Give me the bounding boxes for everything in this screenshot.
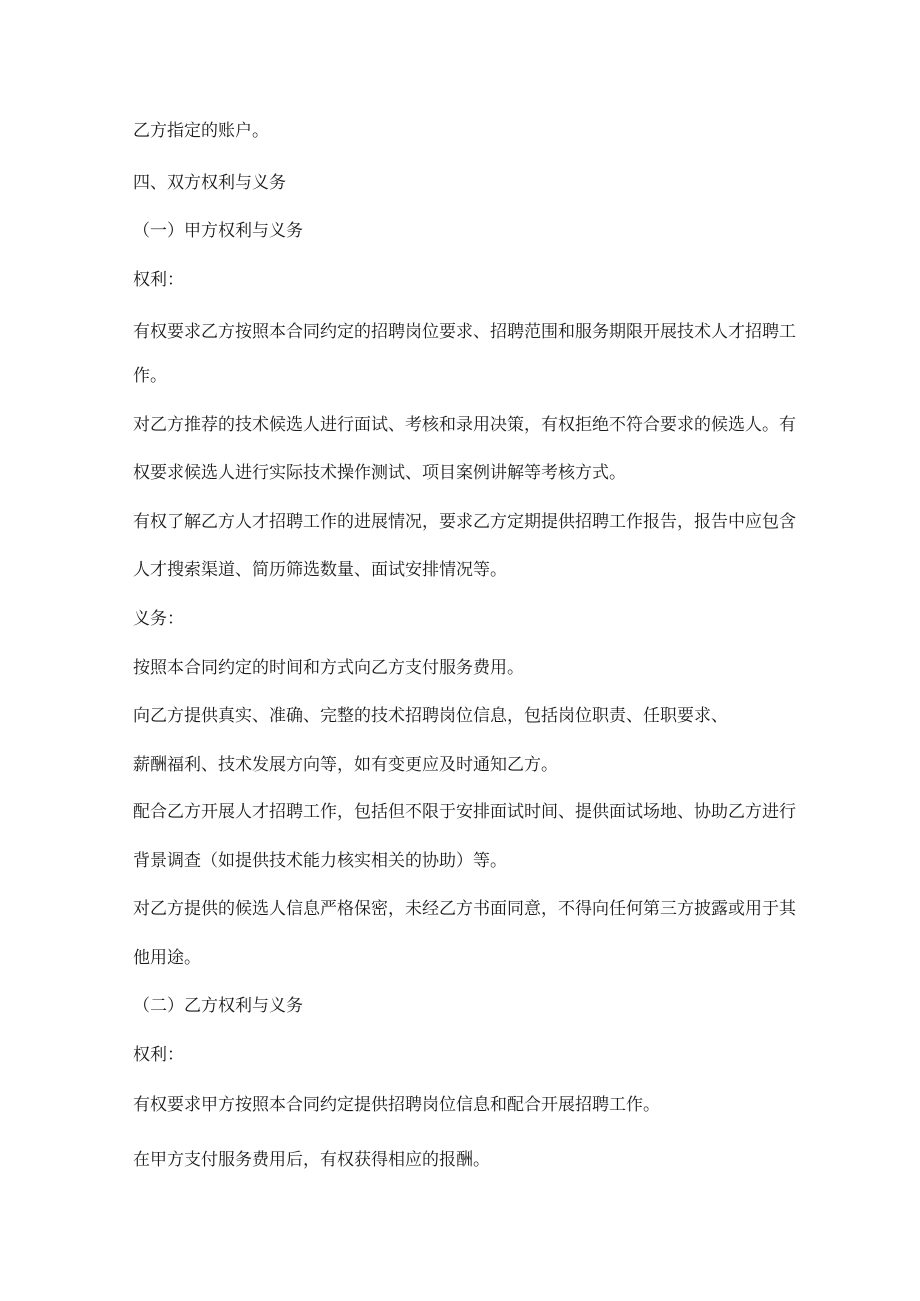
section-heading: 四、双方权利与义务	[133, 173, 286, 193]
paragraph-line: 在甲方支付服务费用后，有权获得相应的报酬。	[133, 1150, 490, 1170]
paragraph-line: 有权要求乙方按照本合同约定的招聘岗位要求、招聘范围和服务期限开展技术人才招聘工	[133, 322, 796, 342]
paragraph-line: 背景调查（如提供技术能力核实相关的协助）等。	[133, 851, 507, 871]
paragraph-line: 薪酬福利、技术发展方向等，如有变更应及时通知乙方。	[133, 755, 558, 775]
paragraph-line: 人才搜索渠道、简历筛选数量、面试安排情况等。	[133, 560, 507, 580]
paragraph-line: 对乙方推荐的技术候选人进行面试、考核和录用决策，有权拒绝不符合要求的候选人。有	[133, 415, 796, 435]
paragraph-line: 有权要求甲方按照本合同约定提供招聘岗位信息和配合开展招聘工作。	[133, 1095, 660, 1115]
subsection-heading: （一）甲方权利与义务	[133, 221, 303, 241]
subsection-heading: （二）乙方权利与义务	[133, 996, 303, 1016]
paragraph-line: 权要求候选人进行实际技术操作测试、项目案例讲解等考核方式。	[133, 463, 626, 483]
obligations-label: 义务：	[133, 609, 184, 629]
paragraph-line: 作。	[133, 366, 167, 386]
paragraph-line: 配合乙方开展人才招聘工作，包括但不限于安排面试时间、提供面试场地、协助乙方进行	[133, 802, 796, 822]
paragraph-line: 向乙方提供真实、准确、完整的技术招聘岗位信息，包括岗位职责、任职要求、	[133, 706, 728, 726]
rights-label: 权利：	[133, 1045, 184, 1065]
rights-label: 权利：	[133, 270, 184, 290]
paragraph-line: 对乙方提供的候选人信息严格保密，未经乙方书面同意，不得向任何第三方披露或用于其	[133, 899, 796, 919]
paragraph-line: 有权了解乙方人才招聘工作的进展情况，要求乙方定期提供招聘工作报告，报告中应包含	[133, 512, 796, 532]
paragraph-line: 他用途。	[133, 948, 201, 968]
paragraph-line: 按照本合同约定的时间和方式向乙方支付服务费用。	[133, 658, 524, 678]
paragraph-line: 乙方指定的账户。	[133, 121, 269, 141]
